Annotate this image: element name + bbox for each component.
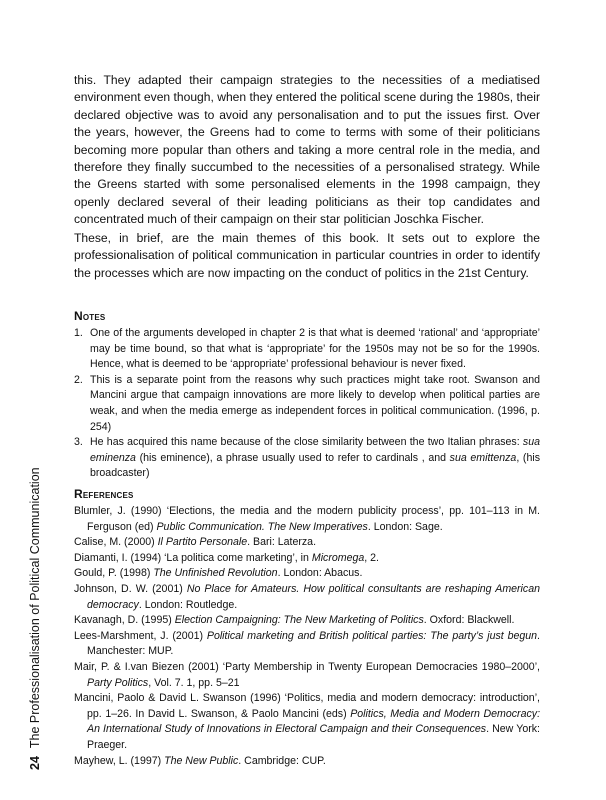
ref-text: Diamanti, I. (1994) ‘La politica come marketing’, in	[74, 551, 312, 564]
note-italic-phrase: sua emittenza	[449, 451, 517, 464]
notes-list	[74, 326, 540, 482]
ref-text: Blumler, J. (1990) ‘Elections, the media and the modern publicity process’, pp. 101–113 in M. Ferguson (ed)	[74, 505, 540, 533]
reference-item	[74, 566, 540, 582]
ref-text: , Vol. 7. 1, pp. 5–21	[148, 676, 240, 689]
ref-text: . Oxford: Blackwell.	[423, 614, 515, 627]
note-number: 1.	[74, 327, 83, 339]
paragraph-text: this. They adapted their campaign strategies to the necessities of a mediatised environment even though, when they entered the political scene during the 1980s, their declared objective was to avoid any personalisation and to put the issues first. Over the years, however, the Greens had to come to terms with some of their politicians becoming more popular than others and taking a more central role in the media, and therefore they finally succumbed to the necessities of a personalised strategy. While the Greens started with some personalised elements in the 1998 campaign, they openly declared several of their leading politicians as their top candidates and concentrated much of their campaign on their star politician Joschka Fischer.	[74, 73, 540, 227]
note-number: 2.	[74, 373, 83, 386]
ref-text: . Bari: Laterza.	[247, 536, 317, 549]
ref-text: Mayhew, L. (1997)	[74, 754, 165, 767]
ref-text: Lees-Marshment, J. (2001)	[74, 629, 207, 642]
ref-title: Micromega	[311, 551, 365, 564]
ref-title: Election Campaigning: The New Marketing of Politics	[174, 614, 424, 627]
ref-text: . London: Sage.	[367, 520, 443, 533]
reference-item	[74, 691, 540, 753]
references-list	[74, 504, 540, 769]
note-italic-phrase: sua eminenza	[90, 436, 540, 464]
ref-title: Politics, Media and Modern Democracy: An International Study of Innovations in Electoral Campaign and their Consequences	[87, 707, 541, 736]
paragraph-text: These, in brief, are the main themes of this book. It sets out to explore the professionalisation of political communication in particular countries in order to identify the processes which are now impacting on the conduct of politics in the 21st Century.	[74, 231, 540, 280]
note-item	[74, 326, 540, 373]
ref-title: The New Public	[164, 754, 239, 767]
ref-title: Il Partito Personale	[157, 536, 248, 549]
page-number: 24	[28, 756, 42, 770]
note-item	[74, 435, 540, 482]
ref-text: . Cambridge: CUP.	[238, 754, 326, 767]
references-heading: References	[74, 487, 134, 501]
notes-heading: Notes	[74, 309, 106, 323]
note-text: One of the arguments developed in chapter 2 is that what is deemed ‘rational’ and ‘appropriate’ may be time bound, so that what is ‘appropriate’ for the 1950s may not be so for the 1990s. Hence, what is deemed to be ‘appropriate’ professional behaviour is never fixed.	[90, 327, 540, 371]
reference-item	[74, 613, 540, 629]
ref-text: Mancini, Paolo & David L. Swanson (1996) ‘Politics, media and modern democracy: introduction’, pp. 1–26. In David L. Swanson, & Paolo Mancini (eds)	[74, 692, 540, 720]
ref-title: Party Politics	[87, 676, 149, 689]
running-footer	[28, 467, 42, 770]
ref-title: No Place for Amateurs. How political consultants are reshaping American democracy	[87, 582, 540, 611]
body-paragraph-2	[74, 230, 540, 282]
ref-text: . Manchester: MUP.	[87, 629, 540, 658]
note-text-part: , (his broadcaster)	[90, 451, 540, 480]
reference-item	[74, 535, 540, 551]
ref-text: Mair, P. & I.van Biezen (2001) ‘Party Membership in Twenty European Democracies 1980–2000’,	[74, 660, 540, 673]
notes-section	[74, 309, 540, 482]
note-text-part: He has acquired this name because of the close similarity between the two Italian phrases:	[90, 436, 523, 449]
references-section	[74, 487, 540, 769]
ref-text: Johnson, D. W. (2001)	[74, 582, 187, 595]
reference-item	[74, 629, 540, 660]
ref-text: , 2.	[364, 551, 380, 564]
reference-item	[74, 551, 540, 567]
reference-item	[74, 754, 540, 770]
reference-item	[74, 504, 540, 535]
note-text-part: (his eminence), a phrase usually used to refer to cardinals , and	[135, 451, 450, 464]
running-title: The Professionalisation of Political Communication	[28, 467, 42, 749]
note-number: 3.	[74, 436, 83, 449]
ref-text: . London: Routledge.	[138, 598, 238, 611]
ref-text: . London: Abacus.	[277, 567, 363, 580]
ref-title: The Unfinished Revolution	[153, 567, 278, 580]
ref-text: Gould, P. (1998)	[74, 567, 154, 580]
ref-title: Public Communication. The New Imperatives	[156, 520, 368, 533]
ref-text: . New York: Praeger.	[87, 723, 540, 751]
ref-title: Political marketing and British political parties: The party’s just begun	[206, 629, 538, 642]
note-item	[74, 373, 540, 435]
reference-item	[74, 582, 540, 613]
ref-text: Calise, M. (2000)	[74, 536, 158, 549]
reference-item	[74, 660, 540, 691]
body-paragraph-1	[74, 72, 540, 229]
note-text: This is a separate point from the reasons why such practices might take root. Swanson and Mancini argue that campaign innovations are more likely to develop when political parties are weak, and when the media emerge as independent forces in political communication. (1996, p. 254)	[90, 373, 540, 433]
ref-text: Kavanagh, D. (1995)	[74, 614, 175, 627]
